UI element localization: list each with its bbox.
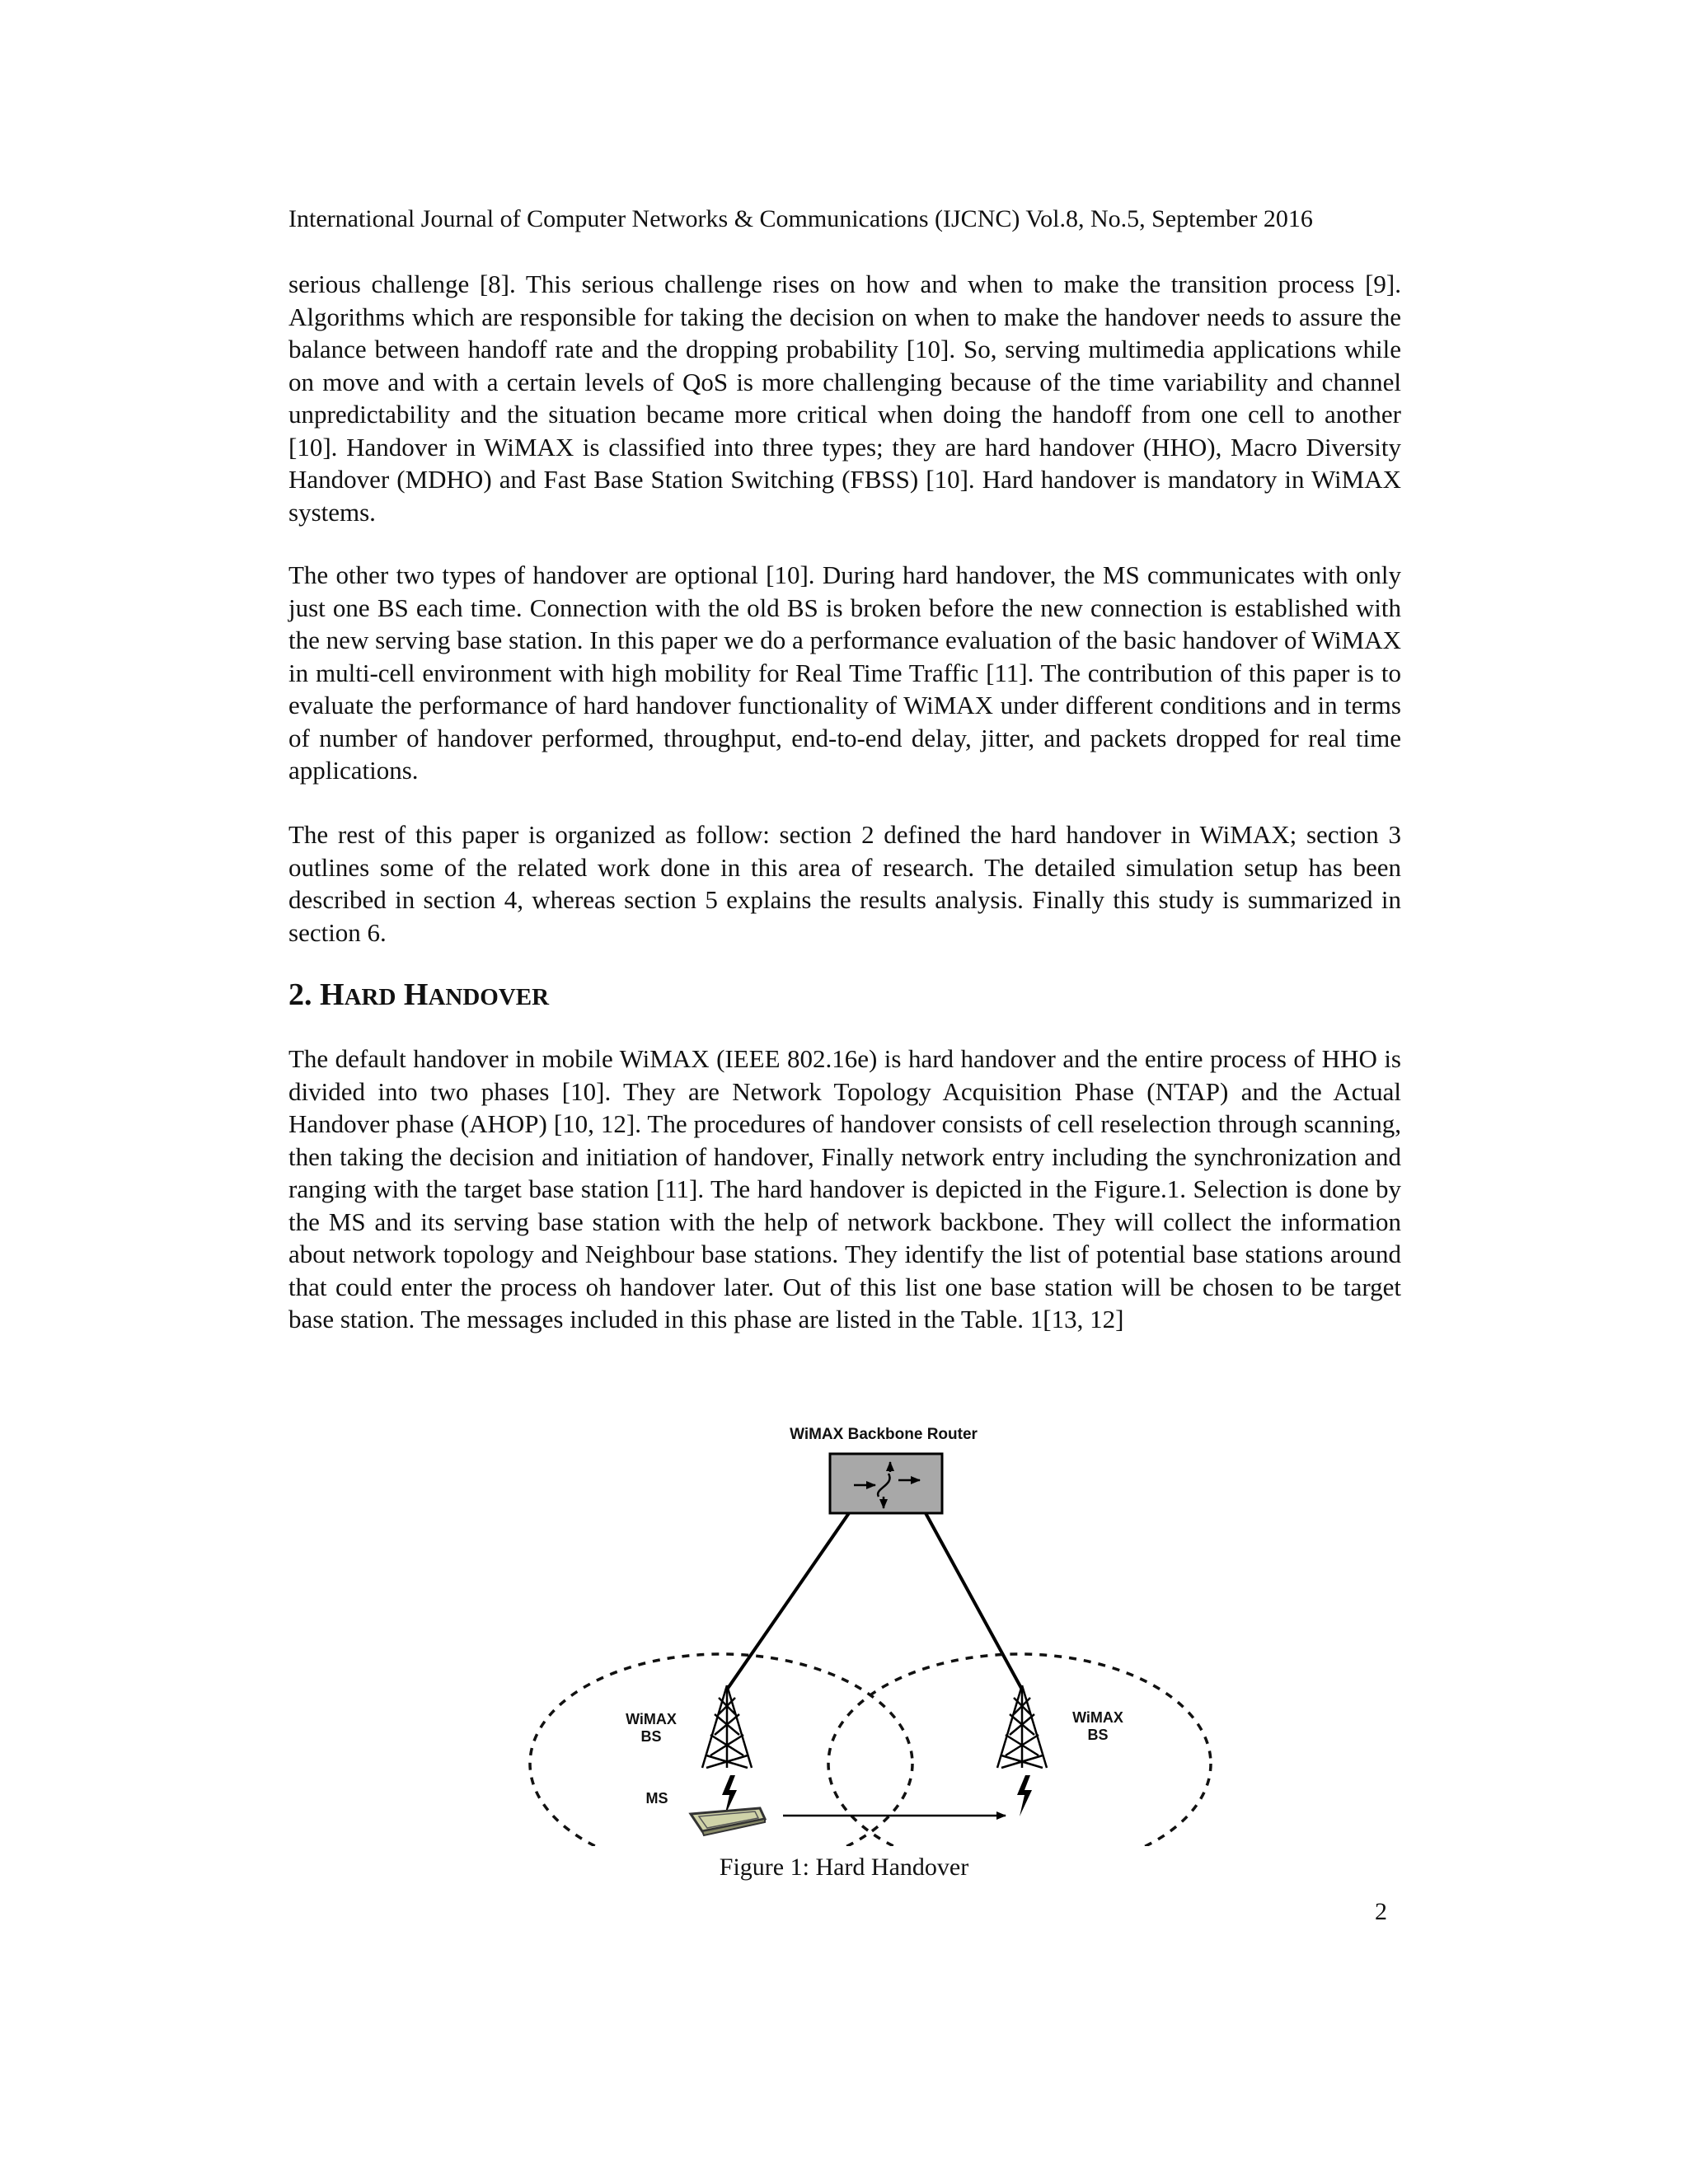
body-paragraph-3: The rest of this paper is organized as follow: section 2 defined the hard handover in WiMAX; section 3 outlines some of the related work done in this area of research. The detailed simulation setup has been described in section 4, whereas section 5 explains the results analysis. Finally this study is summarized in section 6. — [288, 820, 1401, 947]
section-heading-hard-handover — [288, 977, 549, 1015]
tower-left-icon — [702, 1685, 752, 1768]
bs-left-label-line2: BS — [640, 1728, 662, 1745]
bs-right-label-line1: WiMAX — [1072, 1709, 1123, 1726]
page-number: 2 — [1375, 1898, 1387, 1925]
heading-rest-1: ARD — [344, 984, 396, 1010]
body-paragraph-2: The other two types of handover are optional [10]. During hard handover, the MS communicates with only just one BS each time. Connection with the old BS is broken before the new connection is established with the new serving base station. In this paper we do a performance evaluation of the basic handover of WiMAX in multi-cell environment with high mobility for Real Time Traffic [11]. The contribution of this paper is to evaluate the performance of hard handover functionality of WiMAX under different conditions and in terms of number of handover performed, throughput, end-to-end delay, jitter, and packets dropped for real time applications. — [288, 560, 1401, 785]
body-paragraph-1: serious challenge [8]. This serious challenge rises on how and when to make the transition process [9]. Algorithms which are responsible for taking the decision on when to make the handover needs to assure the balance between handoff rate and the dropping probability [10]. So, serving multimedia applications while on move and with a certain levels of QoS is more challenging because of the time variability and channel unpredictability and the situation became more critical when doing the handoff from one cell to another [10]. Handover in WiMAX is classified into three types; they are hard handover (HHO), Macro Diversity Handover (MDHO) and Fast Base Station Switching (FBSS) [10]. Hard handover is mandatory in WiMAX systems. — [288, 269, 1401, 527]
section-2-paragraph: The default handover in mobile WiMAX (IEEE 802.16e) is hard handover and the entire process of HHO is divided into two phases [10]. They are Network Topology Acquisition Phase (NTAP) and the Actual Handover phase (AHOP) [10, 12]. The procedures of handover consists of cell reselection through scanning, then taking the decision and initiation of handover, Finally network entry including the synchronization and ranging with the target base station [11]. The hard handover is depicted in the Figure.1. Selection is done by the MS and its serving base station with the help of network backbone. They will collect the information about network topology and Neighbour base stations. They identify the list of potential base stations around that could enter the process oh handover later. Out of this list one base station will be chosen to be target base station. The messages included in this phase are listed in the Table. 1[13, 12] — [288, 1044, 1401, 1333]
figure-caption: Figure 1: Hard Handover — [719, 1854, 969, 1881]
tower-right-icon — [997, 1685, 1047, 1768]
mobile-station-icon — [691, 1808, 765, 1835]
section-number: 2. — [288, 977, 320, 1012]
running-header: International Journal of Computer Networks & Communications (IJCNC) Vol.8, No.5, September 2016 — [288, 205, 1313, 232]
hard-handover-diagram — [511, 1418, 1236, 1846]
heading-initial-1: H — [320, 977, 345, 1012]
ms-label: MS — [645, 1790, 668, 1807]
backbone-links — [727, 1513, 1022, 1690]
heading-rest-2: ANDOVER — [428, 984, 550, 1010]
bs-left-label-line1: WiMAX — [626, 1711, 677, 1727]
router-label: WiMAX Backbone Router — [790, 1426, 978, 1443]
signal-right-icon — [1017, 1775, 1032, 1816]
heading-initial-2: H — [403, 977, 429, 1012]
bs-right-label-line2: BS — [1087, 1727, 1109, 1743]
router-box — [830, 1454, 942, 1513]
hard-handover-figure — [511, 1418, 1236, 1846]
